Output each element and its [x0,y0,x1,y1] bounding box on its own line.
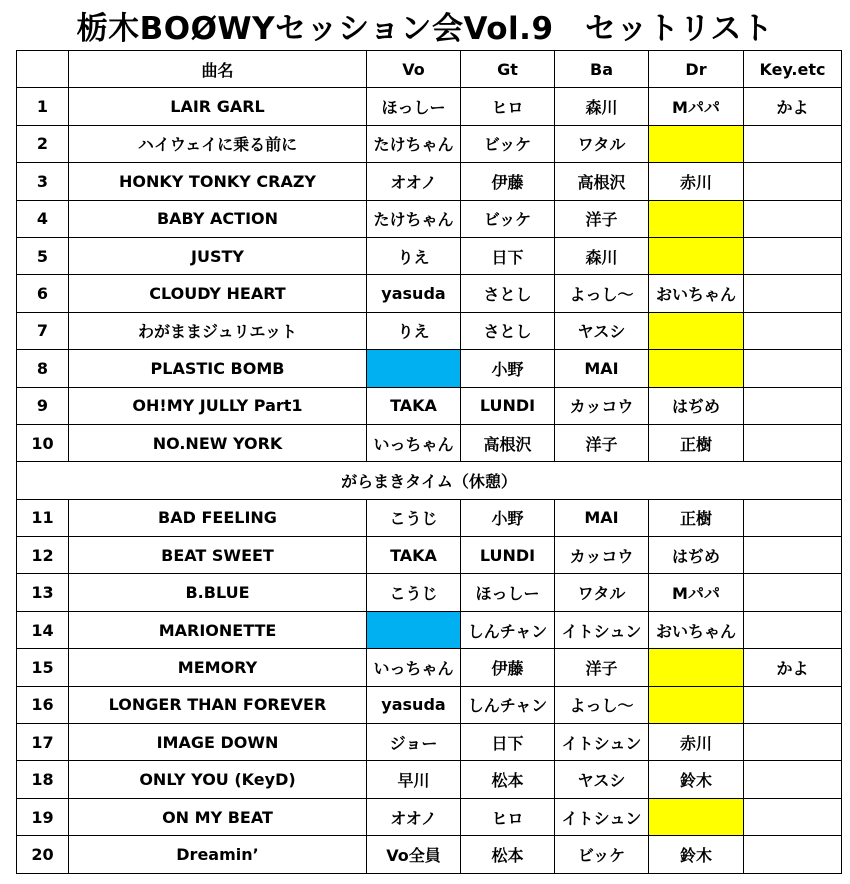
table-row [17,574,842,611]
ba-cell: 森川 [555,237,649,274]
song-title: MARIONETTE [69,611,367,648]
song-title: わがままジュリエット [69,312,367,349]
vo-cell: いっちゃん [367,424,461,461]
ba-cell: カッコウ [555,387,649,424]
dr-cell: 正樹 [649,424,744,461]
song-title: CLOUDY HEART [69,275,367,312]
table-row [17,350,842,387]
song-title: HONKY TONKY CRAZY [69,163,367,200]
dr-cell: 正樹 [649,499,744,536]
vo-cell: こうじ [367,499,461,536]
gt-cell: 小野 [461,350,555,387]
header-key: Key.etc [744,51,842,88]
key-cell [744,798,842,835]
gt-cell: 高根沢 [461,424,555,461]
song-number: 4 [17,200,69,237]
key-cell [744,686,842,723]
key-cell [744,200,842,237]
ba-cell: よっし～ [555,275,649,312]
ba-cell: ヤスシ [555,312,649,349]
gt-cell: さとし [461,312,555,349]
dr-cell: Mパパ [649,574,744,611]
vo-cell: たけちゃん [367,125,461,162]
header-ba: Ba [555,51,649,88]
vo-cell: Vo全員 [367,836,461,873]
ba-cell: イトシュン [555,798,649,835]
vo-cell: 早川 [367,761,461,798]
ba-cell: MAI [555,499,649,536]
header-row [17,51,842,88]
vo-cell: たけちゃん [367,200,461,237]
dr-cell [649,686,744,723]
song-number: 15 [17,649,69,686]
song-number: 10 [17,424,69,461]
ba-cell: ビッケ [555,836,649,873]
header-number [17,51,69,88]
table-row [17,275,842,312]
song-title: OH!MY JULLY Part1 [69,387,367,424]
break-row [17,462,842,499]
ba-cell: 洋子 [555,649,649,686]
key-cell [744,836,842,873]
vo-cell: オオノ [367,163,461,200]
song-title: NO.NEW YORK [69,424,367,461]
gt-cell: 日下 [461,237,555,274]
table-row [17,611,842,648]
key-cell [744,424,842,461]
dr-cell: 鈴木 [649,761,744,798]
dr-cell: Mパパ [649,88,744,125]
header-vo: Vo [367,51,461,88]
gt-cell: さとし [461,275,555,312]
dr-cell: 赤川 [649,163,744,200]
ba-cell: 高根沢 [555,163,649,200]
page-title: 栃木BOØWYセッション会Vol.9 セットリスト [76,10,774,47]
song-title: MEMORY [69,649,367,686]
key-cell [744,499,842,536]
gt-cell: ヒロ [461,88,555,125]
table-row [17,125,842,162]
header-dr: Dr [649,51,744,88]
dr-cell: おいちゃん [649,275,744,312]
gt-cell: LUNDI [461,537,555,574]
key-cell [744,350,842,387]
song-number: 13 [17,574,69,611]
vo-cell: TAKA [367,387,461,424]
dr-cell: おいちゃん [649,611,744,648]
song-title: BEAT SWEET [69,537,367,574]
song-title: ONLY YOU (KeyD) [69,761,367,798]
gt-cell: 伊藤 [461,649,555,686]
table-row [17,499,842,536]
dr-cell [649,798,744,835]
dr-cell [649,200,744,237]
song-number: 14 [17,611,69,648]
table-row [17,537,842,574]
table-row [17,200,842,237]
table-row [17,312,842,349]
key-cell [744,537,842,574]
song-title: IMAGE DOWN [69,724,367,761]
table-row [17,761,842,798]
dr-cell [649,237,744,274]
header-song: 曲名 [69,51,367,88]
dr-cell: 赤川 [649,724,744,761]
ba-cell: ワタル [555,125,649,162]
ba-cell: 洋子 [555,200,649,237]
song-number: 16 [17,686,69,723]
song-number: 8 [17,350,69,387]
song-title: B.BLUE [69,574,367,611]
gt-cell: ほっしー [461,574,555,611]
gt-cell: 松本 [461,761,555,798]
song-number: 7 [17,312,69,349]
table-row [17,387,842,424]
header-gt: Gt [461,51,555,88]
vo-cell: yasuda [367,686,461,723]
song-number: 2 [17,125,69,162]
song-title: Dreamin’ [69,836,367,873]
vo-cell [367,611,461,648]
gt-cell: LUNDI [461,387,555,424]
vo-cell: りえ [367,237,461,274]
song-number: 5 [17,237,69,274]
key-cell [744,125,842,162]
ba-cell: ヤスシ [555,761,649,798]
key-cell: かよ [744,649,842,686]
vo-cell: りえ [367,312,461,349]
vo-cell: TAKA [367,537,461,574]
song-number: 11 [17,499,69,536]
song-title: BABY ACTION [69,200,367,237]
ba-cell: MAI [555,350,649,387]
key-cell [744,761,842,798]
gt-cell: しんチャン [461,686,555,723]
vo-cell: オオノ [367,798,461,835]
table-row [17,686,842,723]
ba-cell: イトシュン [555,724,649,761]
dr-cell: 鈴木 [649,836,744,873]
song-number: 9 [17,387,69,424]
key-cell [744,724,842,761]
ba-cell: ワタル [555,574,649,611]
song-number: 20 [17,836,69,873]
gt-cell: しんチャン [461,611,555,648]
ba-cell: よっし～ [555,686,649,723]
song-title: PLASTIC BOMB [69,350,367,387]
table-row [17,798,842,835]
vo-cell: yasuda [367,275,461,312]
gt-cell: ビッケ [461,200,555,237]
song-number: 1 [17,88,69,125]
vo-cell: こうじ [367,574,461,611]
song-title: ON MY BEAT [69,798,367,835]
ba-cell: 洋子 [555,424,649,461]
key-cell [744,387,842,424]
table-row [17,649,842,686]
vo-cell: いっちゃん [367,649,461,686]
key-cell [744,163,842,200]
song-title: JUSTY [69,237,367,274]
song-title: BAD FEELING [69,499,367,536]
song-number: 18 [17,761,69,798]
song-title: LAIR GARL [69,88,367,125]
key-cell [744,574,842,611]
vo-cell [367,350,461,387]
song-number: 12 [17,537,69,574]
dr-cell [649,649,744,686]
song-number: 19 [17,798,69,835]
key-cell [744,611,842,648]
song-title: LONGER THAN FOREVER [69,686,367,723]
gt-cell: ヒロ [461,798,555,835]
break-label: がらまきタイム（休憩） [17,462,842,499]
gt-cell: ビッケ [461,125,555,162]
ba-cell: カッコウ [555,537,649,574]
gt-cell: 松本 [461,836,555,873]
dr-cell [649,350,744,387]
table-row [17,237,842,274]
song-number: 17 [17,724,69,761]
table-row [17,163,842,200]
table-row [17,424,842,461]
setlist-table [16,50,842,874]
key-cell [744,237,842,274]
dr-cell [649,125,744,162]
song-number: 6 [17,275,69,312]
dr-cell [649,312,744,349]
gt-cell: 小野 [461,499,555,536]
table-row [17,836,842,873]
ba-cell: イトシュン [555,611,649,648]
vo-cell: ほっしー [367,88,461,125]
song-title: ハイウェイに乗る前に [69,125,367,162]
key-cell [744,312,842,349]
gt-cell: 日下 [461,724,555,761]
key-cell [744,275,842,312]
song-number: 3 [17,163,69,200]
table-row [17,88,842,125]
dr-cell: はぢめ [649,537,744,574]
vo-cell: ジョー [367,724,461,761]
ba-cell: 森川 [555,88,649,125]
dr-cell: はぢめ [649,387,744,424]
table-row [17,724,842,761]
gt-cell: 伊藤 [461,163,555,200]
key-cell: かよ [744,88,842,125]
